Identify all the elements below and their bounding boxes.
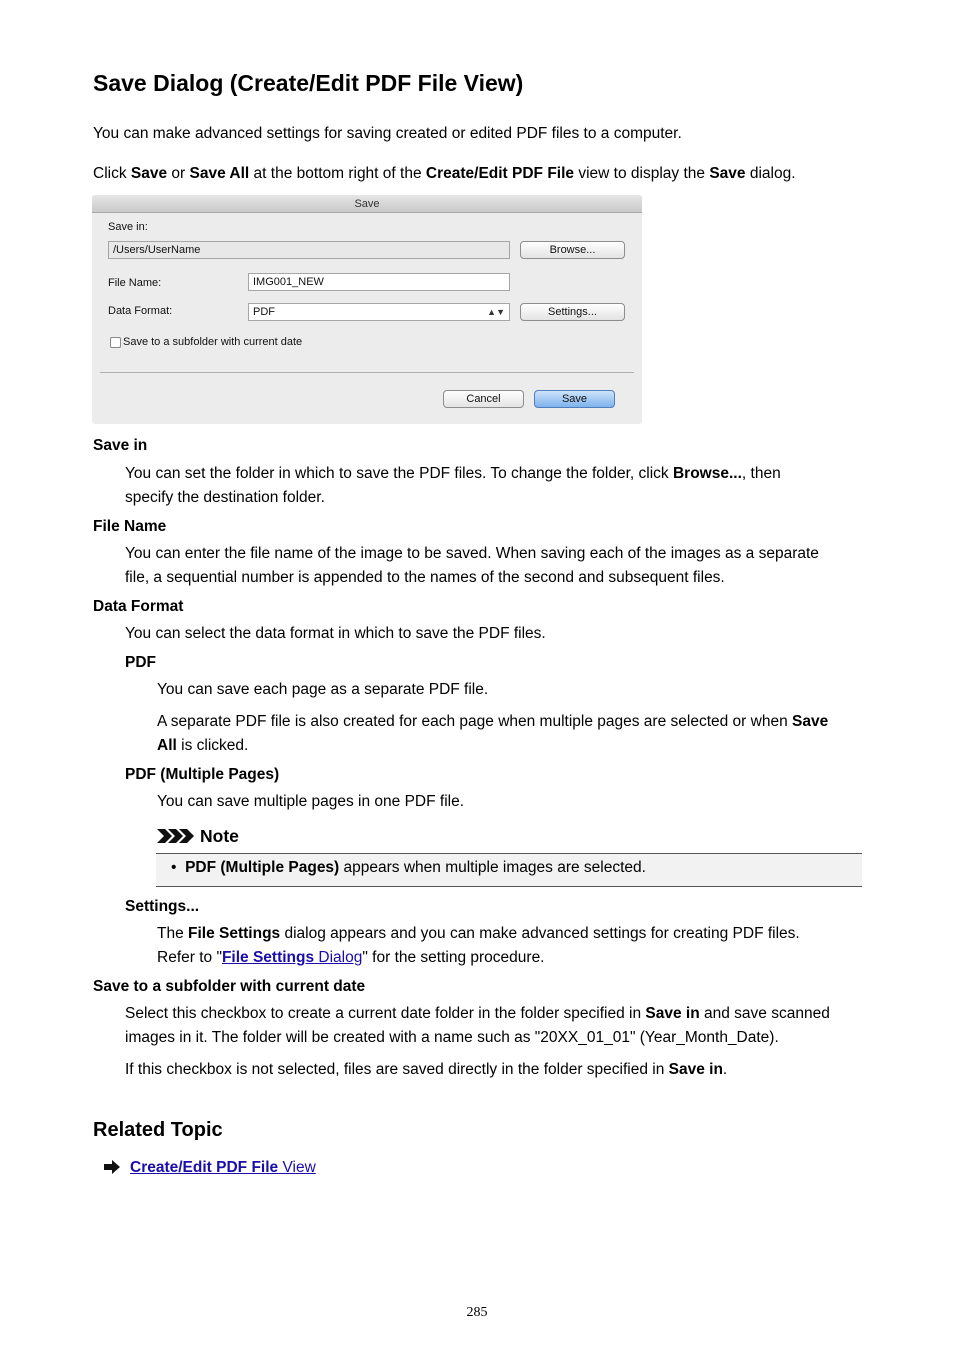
settings-line-1: The File Settings dialog appears and you can make advanced settings for creating PDF files.	[157, 925, 800, 942]
data-format-select[interactable]	[248, 303, 510, 321]
select-arrows-icon: ▲▼	[487, 307, 505, 317]
file-name-input[interactable]: IMG001_NEW	[248, 273, 510, 291]
subfolder-heading: Save to a subfolder with current date	[93, 978, 366, 995]
browse-button[interactable]: Browse...	[520, 241, 625, 259]
arrow-right-icon	[104, 1160, 120, 1174]
save-dialog-screenshot	[92, 195, 642, 424]
file-name-heading: File Name	[93, 518, 167, 535]
pdf-extra-line-1: A separate PDF file is also created for each page when multiple pages are selected or when Save	[157, 713, 829, 730]
pdf-multiple-desc: You can save multiple pages in one PDF file.	[157, 793, 465, 810]
note-item: • PDF (Multiple Pages) appears when multiple images are selected.	[171, 859, 646, 876]
dialog-title-bar: Save	[92, 195, 642, 213]
file-settings-dialog-link[interactable]: File Settings Dialog	[221, 949, 363, 966]
cancel-button[interactable]: Cancel	[443, 390, 524, 408]
save-in-path-field: /Users/UserName	[108, 241, 510, 259]
file-name-label: File Name:	[108, 277, 162, 289]
subfolder-line-1: Select this checkbox to create a current date folder in the folder specified in Save in and save scanned	[125, 1005, 830, 1022]
pdf-multiple-heading: PDF (Multiple Pages)	[125, 766, 280, 783]
data-format-desc: You can select the data format in which to save the PDF files.	[125, 625, 546, 642]
note-arrows-icon	[157, 828, 195, 844]
dialog-separator	[100, 372, 634, 373]
data-format-selected-value: PDF	[253, 306, 275, 318]
save-in-label: Save in:	[108, 221, 148, 233]
save-in-line-2: specify the destination folder.	[125, 489, 325, 506]
file-name-line-1: You can enter the file name of the image to be saved. When saving each of the images as a separate	[125, 545, 819, 562]
related-link-line	[130, 1156, 316, 1180]
subfolder-checkbox-label: Save to a subfolder with current date	[123, 336, 303, 348]
subfolder-line-2: images in it. The folder will be created with a name such as "20XX_01_01" (Year_Month_Date).	[125, 1029, 779, 1046]
file-name-line-2: file, a sequential number is appended to the names of the second and subsequent files.	[125, 569, 725, 586]
related-topic-title: Related Topic	[93, 1119, 223, 1141]
save-in-line-1: You can set the folder in which to save the PDF files. To change the folder, click Browse..., then	[125, 465, 781, 482]
pdf-desc: You can save each page as a separate PDF file.	[157, 681, 489, 698]
pdf-heading: PDF	[125, 654, 156, 671]
data-format-label: Data Format:	[108, 305, 173, 317]
pdf-extra-line-2: All is clicked.	[157, 737, 249, 754]
note-heading: Note	[200, 826, 239, 846]
save-button[interactable]: Save	[534, 390, 615, 408]
intro-paragraph: You can make advanced settings for saving created or edited PDF files to a computer.	[93, 125, 682, 142]
create-edit-pdf-file-view-link[interactable]: Create/Edit PDF File View	[130, 1159, 316, 1176]
settings-line-2: Refer to "File Settings Dialog" for the setting procedure.	[157, 949, 545, 966]
subfolder-line-3: If this checkbox is not selected, files are saved directly in the folder specified in Save in.	[125, 1061, 728, 1078]
note-bullet: •	[171, 859, 177, 876]
data-format-heading: Data Format	[93, 598, 184, 615]
save-in-heading: Save in	[93, 437, 148, 454]
settings-heading: Settings...	[125, 898, 200, 915]
subfolder-checkbox[interactable]	[110, 337, 121, 348]
click-instruction: Click Save or Save All at the bottom right of the Create/Edit PDF File view to display the Save dialog.	[93, 165, 796, 182]
settings-button[interactable]: Settings...	[520, 303, 625, 321]
page-number: 285	[466, 1305, 488, 1320]
page-title: Save Dialog (Create/Edit PDF File View)	[93, 70, 524, 96]
